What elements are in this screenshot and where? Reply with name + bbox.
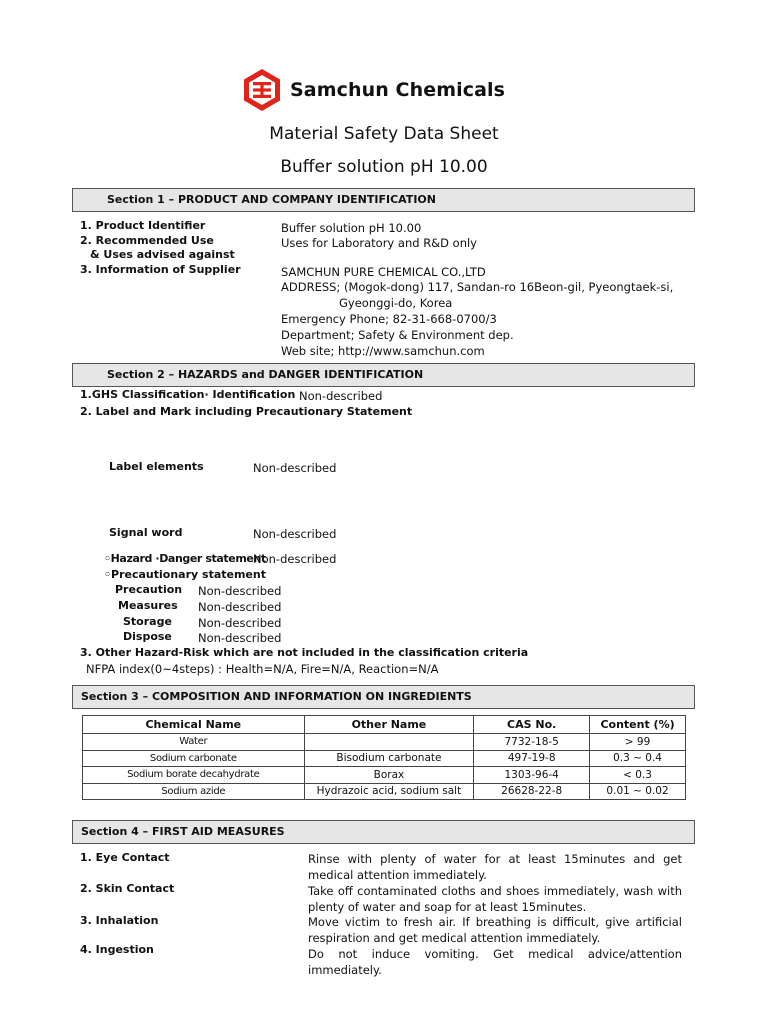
section-1-heading: Section 1 – PRODUCT AND COMPANY IDENTIFICATION [72, 188, 695, 212]
storage-value: Non-described [198, 616, 282, 630]
label-recommended-use: 2. Recommended Use [80, 234, 214, 247]
document-title: Material Safety Data Sheet [269, 124, 499, 144]
emergency-phone: Emergency Phone; 82-31-668-0700/3 [281, 312, 497, 326]
signal-word: Signal word [109, 526, 183, 539]
content-percent: < 0.3 [590, 767, 686, 784]
supplier-address-2: Gyeonggi-do, Korea [339, 296, 453, 310]
ghs-classification-label: 1.GHS Classification· Identification [80, 388, 296, 401]
supplier-name: SAMCHUN PURE CHEMICAL CO.,LTD [281, 265, 486, 279]
other-name: Hydrazoic acid, sodium salt [304, 783, 474, 800]
website: Web site; http://www.samchun.com [281, 344, 485, 358]
table-row [83, 767, 686, 784]
label-elements: Label elements [109, 460, 204, 473]
first-aid-eye-text: Rinse with plenty of water for at least 15minutes and get medical attention immediately. [308, 852, 682, 882]
cas-number: 497-19-8 [474, 750, 590, 767]
measures-label: Measures [118, 599, 178, 612]
first-aid-ingestion-label: 4. Ingestion [80, 943, 154, 956]
label-product-identifier: 1. Product Identifier [80, 219, 206, 232]
supplier-address-1: ADDRESS; (Mogok-dong) 117, Sandan-ro 16Beon-gil, Pyeongtaek-si, [281, 280, 674, 294]
brand-name: Samchun Chemicals [290, 79, 506, 101]
measures-value: Non-described [198, 600, 282, 614]
chemical-name: Sodium borate decahydrate [83, 767, 305, 784]
chemical-name: Water [83, 734, 305, 751]
cas-number: 7732-18-5 [474, 734, 590, 751]
col-other-name: Other Name [304, 716, 474, 734]
first-aid-eye-label: 1. Eye Contact [80, 851, 170, 864]
chemical-name: Sodium azide [83, 783, 305, 800]
label-elements-value: Non-described [253, 461, 337, 475]
precaution-label: Precaution [115, 583, 183, 596]
content-percent: 0.3 ~ 0.4 [590, 750, 686, 767]
first-aid-skin-text: Take off contaminated cloths and shoes immediately, wash with plenty of water and soap for at least 15minutes. [308, 884, 682, 914]
signal-word-value: Non-described [253, 527, 337, 541]
col-chemical-name: Chemical Name [83, 716, 305, 734]
content-percent: 0.01 ~ 0.02 [590, 783, 686, 800]
col-cas-no: CAS No. [474, 716, 590, 734]
table-row [83, 783, 686, 800]
first-aid-skin-label: 2. Skin Contact [80, 882, 175, 895]
first-aid-inhalation-label: 3. Inhalation [80, 914, 159, 927]
hazard-statement-value: Non-described [253, 552, 337, 566]
table-row [83, 734, 686, 751]
nfpa-index: NFPA index(0~4steps) : Health=N/A, Fire=N/A, Reaction=N/A [86, 662, 439, 676]
section-2-heading: Section 2 – HAZARDS and DANGER IDENTIFICATION [72, 363, 695, 387]
product-title: Buffer solution pH 10.00 [280, 157, 488, 177]
ghs-classification-value: Non-described [299, 389, 383, 403]
other-name: Borax [304, 767, 474, 784]
other-hazard-heading: 3. Other Hazard-Risk which are not included in the classification criteria [80, 646, 529, 659]
label-supplier: 3. Information of Supplier [80, 263, 241, 276]
first-aid-ingestion-text: Do not induce vomiting. Get medical advice/attention immediately. [308, 947, 682, 977]
dispose-value: Non-described [198, 631, 282, 645]
section-3-heading: Section 3 – COMPOSITION AND INFORMATION ON INGREDIENTS [72, 685, 695, 709]
other-name: Bisodium carbonate [304, 750, 474, 767]
precautionary-statement-label: ◦Precautionary statement [104, 568, 266, 581]
recommended-use-value: Uses for Laboratory and R&D only [281, 236, 477, 250]
cas-number: 26628-22-8 [474, 783, 590, 800]
samchun-logo-icon [240, 68, 284, 112]
precaution-value: Non-described [198, 584, 282, 598]
table-row [83, 750, 686, 767]
product-identifier-value: Buffer solution pH 10.00 [281, 221, 422, 235]
chemical-name: Sodium carbonate [83, 750, 305, 767]
label-uses-advised: & Uses advised against [90, 248, 235, 261]
content-percent: > 99 [590, 734, 686, 751]
department: Department; Safety & Environment dep. [281, 328, 514, 342]
table-header-row [83, 716, 686, 734]
section-4-heading: Section 4 – FIRST AID MEASURES [72, 820, 695, 844]
storage-label: Storage [123, 615, 172, 628]
first-aid-inhalation-text: Move victim to fresh air. If breathing is difficult, give artificial respiration and get medical attention immediately. [308, 915, 682, 945]
label-mark-heading: 2. Label and Mark including Precautionary Statement [80, 405, 413, 418]
col-content: Content (%) [590, 716, 686, 734]
cas-number: 1303-96-4 [474, 767, 590, 784]
composition-table [82, 715, 686, 800]
hazard-statement-label: ◦Hazard ·Danger statement [104, 552, 266, 565]
dispose-label: Dispose [123, 630, 172, 643]
other-name [304, 734, 474, 751]
company-logo [240, 68, 505, 112]
